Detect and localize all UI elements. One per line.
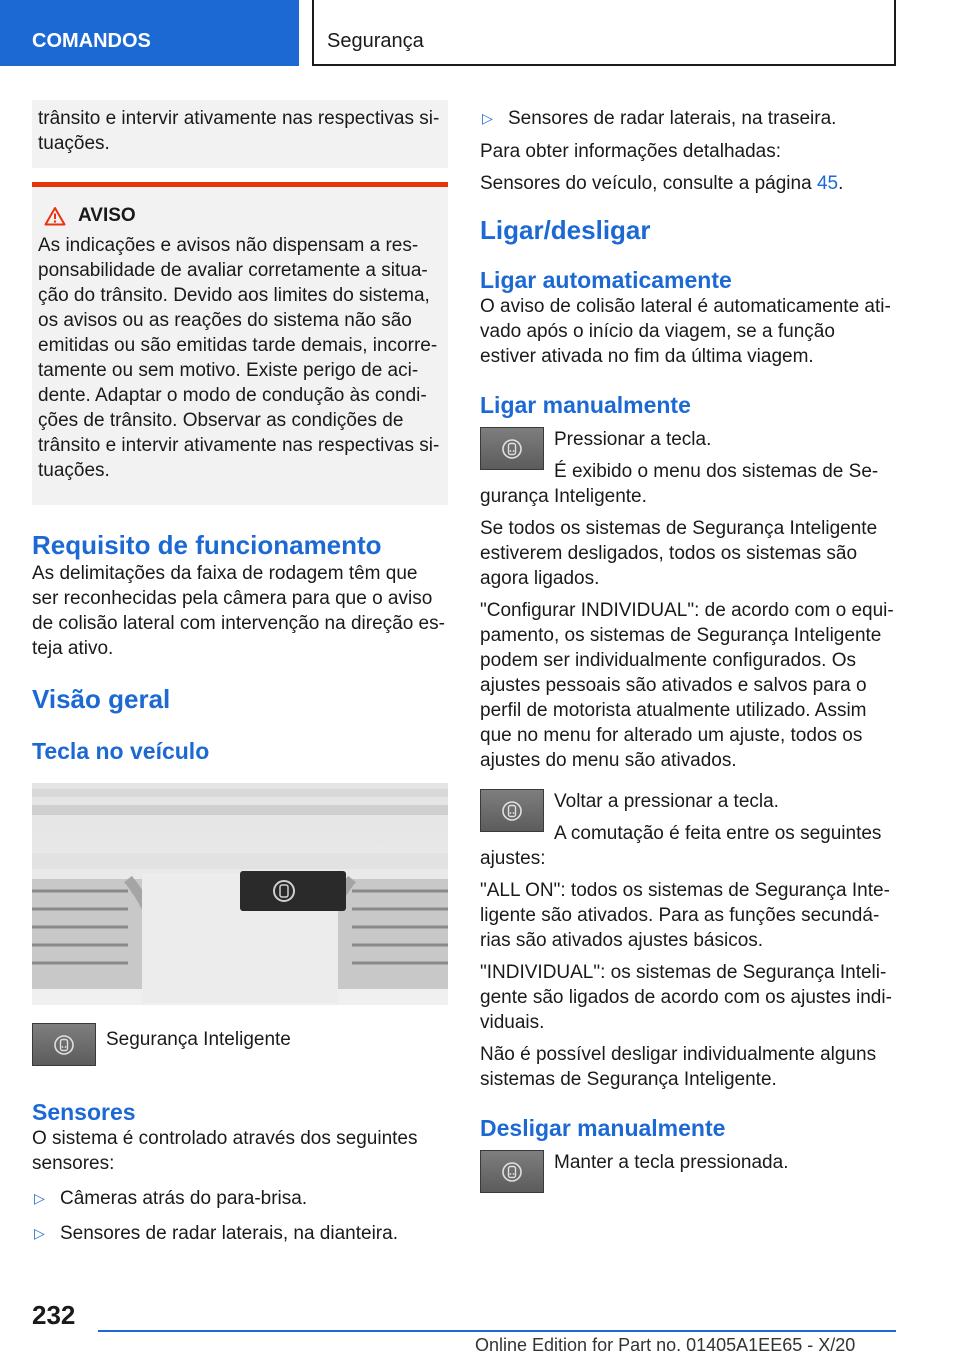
list-item: ▷ Sensores de radar laterais, na traseira. (482, 108, 837, 129)
continued-box (32, 100, 448, 168)
hold-key-text: Manter a tecla pressionada. (554, 1152, 789, 1173)
list-item: ▷ Câmeras atrás do para-brisa. (34, 1188, 308, 1209)
sensors-heading: Sensores (32, 1099, 136, 1125)
requirements-text: As delimitações da faixa de rodagem têm que ser reconhecidas pela câmera para que o aviso de colisão lateral com intervenção na direção esteja ativo. (32, 563, 445, 659)
page-link[interactable]: 45 (816, 173, 839, 194)
press-again-step (480, 789, 896, 878)
assist-key-icon (480, 1150, 544, 1193)
edition-note: Online Edition for Part no. 01405A1EE65 - X/20 (475, 1335, 856, 1355)
press-key-step (480, 427, 896, 516)
see-page-text: Sensores do veículo, consulte a página 45. (480, 173, 844, 194)
on-off-heading: Ligar/desligar (480, 215, 651, 245)
all-on-text: "ALL ON": todos os sistemas de Segurança Inteligente são ativados. Para as funções secundárias são ativados ajustes básicos. (480, 880, 890, 951)
left-column (32, 100, 448, 1256)
manual-on-heading: Ligar manualmente (480, 392, 691, 418)
key-caption-row (32, 1023, 448, 1072)
overview-heading: Visão geral (32, 684, 171, 714)
triangle-bullet-icon: ▷ (34, 1190, 45, 1206)
menu-shown-text: É exibido o menu dos sistemas de Segurança Inteligente. (480, 461, 879, 507)
dashboard-illustration (32, 783, 448, 1005)
requirements-heading: Requisito de funcionamento (32, 530, 382, 560)
warning-text: As indicações e avisos não dispensam a responsabilidade de avaliar corretamente a situação do trânsito. Devido aos limites do sistema, os avisos ou as reações do sistema não são emitidas ou são emitidas tarde demais, incorretamente ou sem motivo. Existe perigo de acidente. Adaptar o modo de condução às condições de trânsito. Observar as condições de trânsito e intervir ativamente nas respectivas situações. (38, 235, 440, 481)
continued-text: trânsito e intervir ativamente nas respectivas situações. (38, 108, 440, 154)
individual-config-text: "Configurar INDIVIDUAL": de acordo com o equipamento, os sistemas de Segurança Inteligente podem ser individualmente configurados. Os ajustes pessoais são ativados e salvos para o perfil de motorista atualmente utilizado. Assim que no menu for alterado um ajuste, todos os ajustes do menu são ativados. (480, 600, 894, 771)
footer-divider (98, 1330, 896, 1332)
not-possible-text: Não é possível desligar individualmente alguns sistemas de Segurança Inteligente. (480, 1044, 877, 1090)
warning-label: AVISO (78, 205, 136, 226)
warning-title (38, 203, 442, 229)
page-header (0, 0, 960, 66)
triangle-bullet-icon: ▷ (482, 110, 493, 126)
assist-key-icon (32, 1023, 96, 1066)
assist-key-icon (480, 427, 544, 470)
auto-on-text: O aviso de colisão lateral é automaticamente ativado após o início da viagem, se a função estiver ativada no fim da última viagem. (480, 296, 891, 367)
assist-key-icon (480, 789, 544, 832)
hold-key-step (480, 1150, 896, 1199)
sensors-text: O sistema é controlado através dos seguintes sensores: (32, 1128, 418, 1174)
manual-off-heading: Desligar manualmente (480, 1115, 726, 1141)
key-caption: Segurança Inteligente (106, 1029, 291, 1050)
section-tab: COMANDOS (0, 0, 299, 66)
individual-text: "INDIVIDUAL": os sistemas de Segurança Inteligente são ligados de acordo com os ajustes individuais. (480, 962, 892, 1033)
page-number: 232 (32, 1300, 76, 1330)
right-column (480, 106, 896, 1199)
vehicle-key-photo (32, 783, 448, 1005)
triangle-bullet-icon: ▷ (34, 1225, 45, 1241)
press-again-text: Voltar a pressionar a tecla. (554, 791, 779, 812)
auto-on-heading: Ligar automaticamente (480, 267, 732, 293)
warning-triangle-icon (44, 206, 66, 226)
key-heading: Tecla no veículo (32, 738, 210, 764)
topic-tab: Segurança (312, 0, 896, 66)
switching-text: A comutação é feita entre os seguintes ajustes: (480, 823, 882, 869)
press-key-text: Pressionar a tecla. (554, 429, 712, 450)
more-info-text: Para obter informações detalhadas: (480, 141, 782, 162)
list-item: ▷ Sensores de radar laterais, na dianteira. (34, 1223, 398, 1244)
warning-box (32, 182, 448, 505)
all-off-text: Se todos os sistemas de Segurança Inteligente estiverem desligados, todos os sistemas são agora ligados. (480, 518, 878, 589)
